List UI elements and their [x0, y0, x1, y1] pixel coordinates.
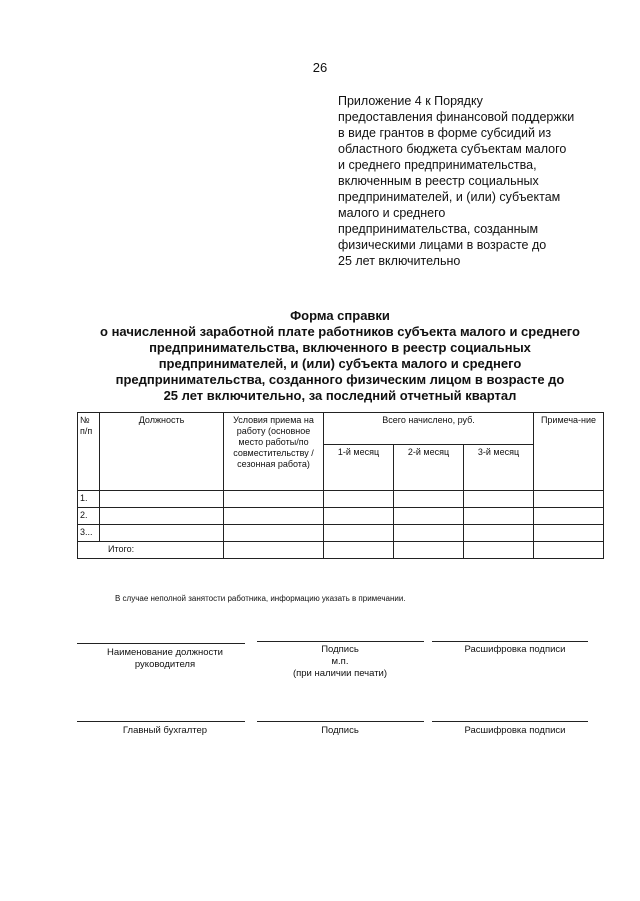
table-cell — [100, 525, 224, 542]
chief-accountant-label: Главный бухгалтер — [122, 725, 208, 736]
signature-label-2: Подпись — [321, 725, 359, 736]
table-cell — [100, 491, 224, 508]
appendix-line: Приложение 4 к Порядку — [338, 94, 483, 108]
signature-line — [257, 721, 424, 722]
appendix-line: предпринимателей, и (или) субъектам — [338, 190, 561, 204]
header-month-2: 2-й месяц — [394, 445, 464, 491]
total-label: Итого: — [78, 542, 224, 559]
table-cell — [224, 508, 324, 525]
table-cell — [224, 525, 324, 542]
footnote: В случае неполной занятости работника, информацию указать в примечании. — [115, 594, 406, 603]
table-row — [78, 525, 604, 542]
table-cell — [324, 525, 394, 542]
decoding-label: Расшифровка подписи — [464, 644, 566, 655]
table-cell — [534, 508, 604, 525]
form-title-line: предпринимателей, и (или) субъекта малого и среднего — [158, 356, 522, 371]
appendix-line: малого и среднего — [338, 206, 446, 220]
appendix-line: предпринимательства, созданным — [338, 222, 539, 236]
signature-block — [260, 644, 420, 680]
table-cell — [394, 542, 464, 559]
form-title-line: предпринимательства, включенного в реестр социальных — [149, 340, 531, 355]
header-note: Примеча-ние — [534, 413, 604, 491]
appendix-line: физическими лицами в возрасте до — [338, 238, 547, 252]
form-title-line: предпринимательства, созданного физическим лицом в возрасте до — [115, 372, 565, 387]
table-row — [78, 491, 604, 508]
signature-line — [432, 641, 588, 642]
signature-line — [432, 721, 588, 722]
row-number: 2. — [78, 508, 100, 525]
table-cell — [394, 525, 464, 542]
table-cell — [394, 491, 464, 508]
table-cell — [394, 508, 464, 525]
table-row — [78, 508, 604, 525]
table-cell — [534, 491, 604, 508]
table-cell — [534, 542, 604, 559]
stamp-note: (при наличии печати) — [292, 668, 388, 679]
appendix-header — [338, 93, 608, 269]
appendix-line: в виде грантов в форме субсидий из — [338, 126, 552, 140]
table-cell — [464, 542, 534, 559]
form-title-line: 25 лет включительно, за последний отчетный квартал — [163, 388, 517, 403]
head-position-label: Наименование должности руководителя — [107, 647, 223, 670]
row-number: 1. — [78, 491, 100, 508]
appendix-line: и среднего предпринимательства, — [338, 158, 537, 172]
form-title-line: о начисленной заработной плате работников субъекта малого и среднего — [100, 324, 580, 339]
appendix-line: областного бюджета субъектам малого — [338, 142, 567, 156]
row-number: 3... — [78, 525, 100, 542]
header-position: Должность — [100, 413, 224, 491]
header-month-3: 3-й месяц — [464, 445, 534, 491]
signature-label: Подпись — [321, 644, 359, 655]
form-title — [60, 308, 620, 404]
salary-table — [77, 412, 604, 559]
table-cell — [534, 525, 604, 542]
table-cell — [464, 508, 534, 525]
table-cell — [324, 491, 394, 508]
table-cell — [100, 508, 224, 525]
decoding-label-2: Расшифровка подписи — [464, 725, 566, 736]
total-row — [78, 542, 604, 559]
stamp-label: м.п. — [331, 656, 349, 667]
table-cell — [324, 542, 394, 559]
header-month-1: 1-й месяц — [324, 445, 394, 491]
header-total-accrued: Всего начислено, руб. — [324, 413, 534, 445]
table-cell — [224, 542, 324, 559]
table-cell — [324, 508, 394, 525]
appendix-line: 25 лет включительно — [338, 254, 461, 268]
table-cell — [224, 491, 324, 508]
page-number: 26 — [312, 60, 328, 75]
table-cell — [464, 525, 534, 542]
form-title-line: Форма справки — [290, 308, 390, 323]
appendix-line: включенным в реестр социальных — [338, 174, 539, 188]
appendix-line: предоставления финансовой поддержки — [338, 110, 575, 124]
table-cell — [464, 491, 534, 508]
signature-line — [257, 641, 424, 642]
signature-line — [77, 643, 245, 644]
header-conditions: Условия приема на работу (основное место работы/по совместительству /сезонная работа) — [224, 413, 324, 491]
signature-line — [77, 721, 245, 722]
header-num: № п/п — [78, 413, 100, 491]
